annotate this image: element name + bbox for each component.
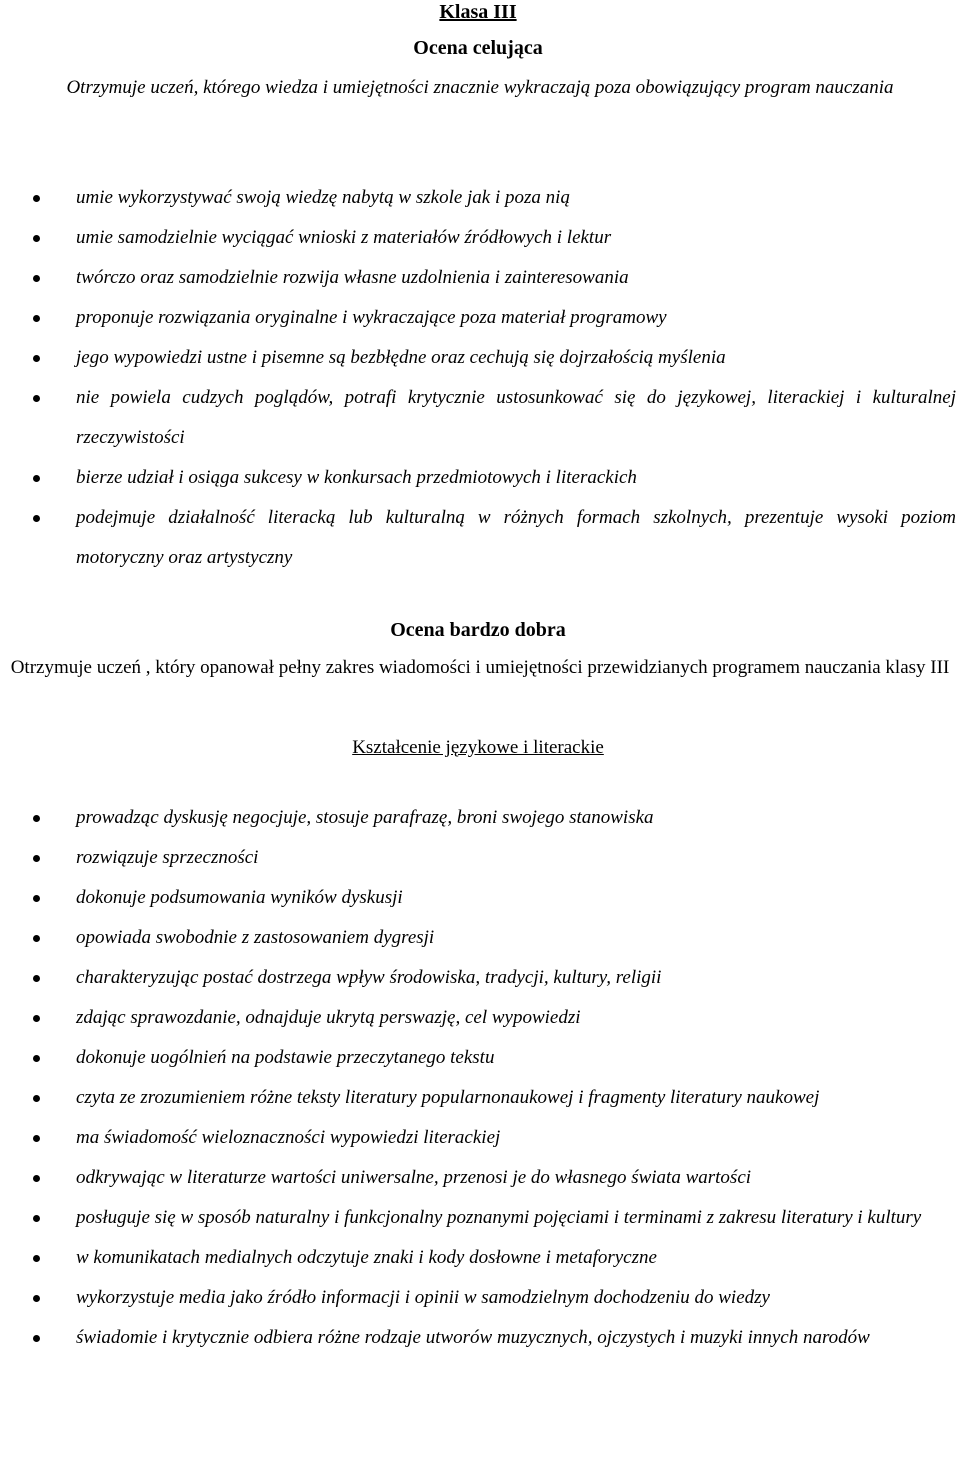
list-item: dokonuje uogólnień na podstawie przeczytanego tekstu — [0, 1038, 960, 1078]
bullet-icon — [33, 855, 40, 862]
bullet-icon — [33, 515, 40, 522]
bullet-icon — [33, 1055, 40, 1062]
class-title: Klasa III — [439, 1, 517, 23]
bullet-icon — [33, 1255, 40, 1262]
bullet-icon — [33, 975, 40, 982]
bullet-icon — [33, 355, 40, 362]
bullet-icon — [33, 1095, 40, 1102]
list-item: rozwiązuje sprzeczności — [0, 838, 960, 878]
list-item: umie samodzielnie wyciągać wnioski z materiałów źródłowych i lektur — [0, 218, 960, 258]
list-item: nie powiela cudzych poglądów, potrafi krytycznie ustosunkować się do językowej, literackiej i kulturalnej rzeczywistości — [0, 378, 960, 458]
bullet-icon — [33, 315, 40, 322]
subheading: Kształcenie językowe i literackie — [352, 737, 604, 758]
bullet-icon — [33, 235, 40, 242]
intro-celujaca: Otrzymuje uczeń, którego wiedza i umiejętności znacznie wykraczają poza obowiązujący program nauczania — [66, 77, 894, 98]
list-item: zdając sprawozdanie, odnajduje ukrytą perswazję, cel wypowiedzi — [0, 998, 960, 1038]
list-item: czyta ze zrozumieniem różne teksty literatury popularnonaukowej i fragmenty literatury naukowej — [0, 1078, 960, 1118]
intro-bardzo-dobra: Otrzymuje uczeń , który opanował pełny zakres wiadomości i umiejętności przewidzianych programem nauczania klasy III — [10, 657, 950, 678]
bullet-icon — [33, 395, 40, 402]
bullet-icon — [33, 1215, 40, 1222]
list-item: odkrywając w literaturze wartości uniwersalne, przenosi je do własnego świata wartości — [0, 1158, 960, 1198]
bullet-icon — [33, 1295, 40, 1302]
list-celujaca — [0, 178, 960, 578]
bullet-icon — [33, 195, 40, 202]
list-item: podejmuje działalność literacką lub kulturalną w różnych formach szkolnych, prezentuje wysoki poziom motoryczny oraz artystyczny — [0, 498, 960, 578]
list-item: twórczo oraz samodzielnie rozwija własne uzdolnienia i zainteresowania — [0, 258, 960, 298]
bullet-icon — [33, 275, 40, 282]
bullet-icon — [33, 1015, 40, 1022]
bullet-icon — [33, 895, 40, 902]
list-item: charakteryzując postać dostrzega wpływ środowiska, tradycji, kultury, religii — [0, 958, 960, 998]
list-item: bierze udział i osiąga sukcesy w konkursach przedmiotowych i literackich — [0, 458, 960, 498]
bullet-icon — [33, 1135, 40, 1142]
list-item: prowadząc dyskusję negocjuje, stosuje parafrazę, broni swojego stanowiska — [0, 798, 960, 838]
bullet-icon — [33, 475, 40, 482]
list-item: w komunikatach medialnych odczytuje znaki i kody dosłowne i metaforyczne — [0, 1238, 960, 1278]
list-item: świadomie i krytycznie odbiera różne rodzaje utworów muzycznych, ojczystych i muzyki innych narodów — [0, 1318, 960, 1358]
grade-title-celujaca: Ocena celująca — [413, 37, 543, 59]
bullet-icon — [33, 1335, 40, 1342]
list-bardzo-dobra — [0, 798, 960, 1358]
list-item: jego wypowiedzi ustne i pisemne są bezbłędne oraz cechują się dojrzałością myślenia — [0, 338, 960, 378]
list-item: dokonuje podsumowania wyników dyskusji — [0, 878, 960, 918]
list-item: ma świadomość wieloznaczności wypowiedzi literackiej — [0, 1118, 960, 1158]
bullet-icon — [33, 815, 40, 822]
list-item: proponuje rozwiązania oryginalne i wykraczające poza materiał programowy — [0, 298, 960, 338]
list-item: wykorzystuje media jako źródło informacji i opinii w samodzielnym dochodzeniu do wiedzy — [0, 1278, 960, 1318]
list-item: umie wykorzystywać swoją wiedzę nabytą w szkole jak i poza nią — [0, 178, 960, 218]
bullet-icon — [33, 1175, 40, 1182]
list-item: posługuje się w sposób naturalny i funkcjonalny poznanymi pojęciami i terminami z zakresu literatury i kultury — [0, 1198, 960, 1238]
bullet-icon — [33, 935, 40, 942]
list-item: opowiada swobodnie z zastosowaniem dygresji — [0, 918, 960, 958]
grade-title-bardzo-dobra: Ocena bardzo dobra — [390, 619, 566, 641]
